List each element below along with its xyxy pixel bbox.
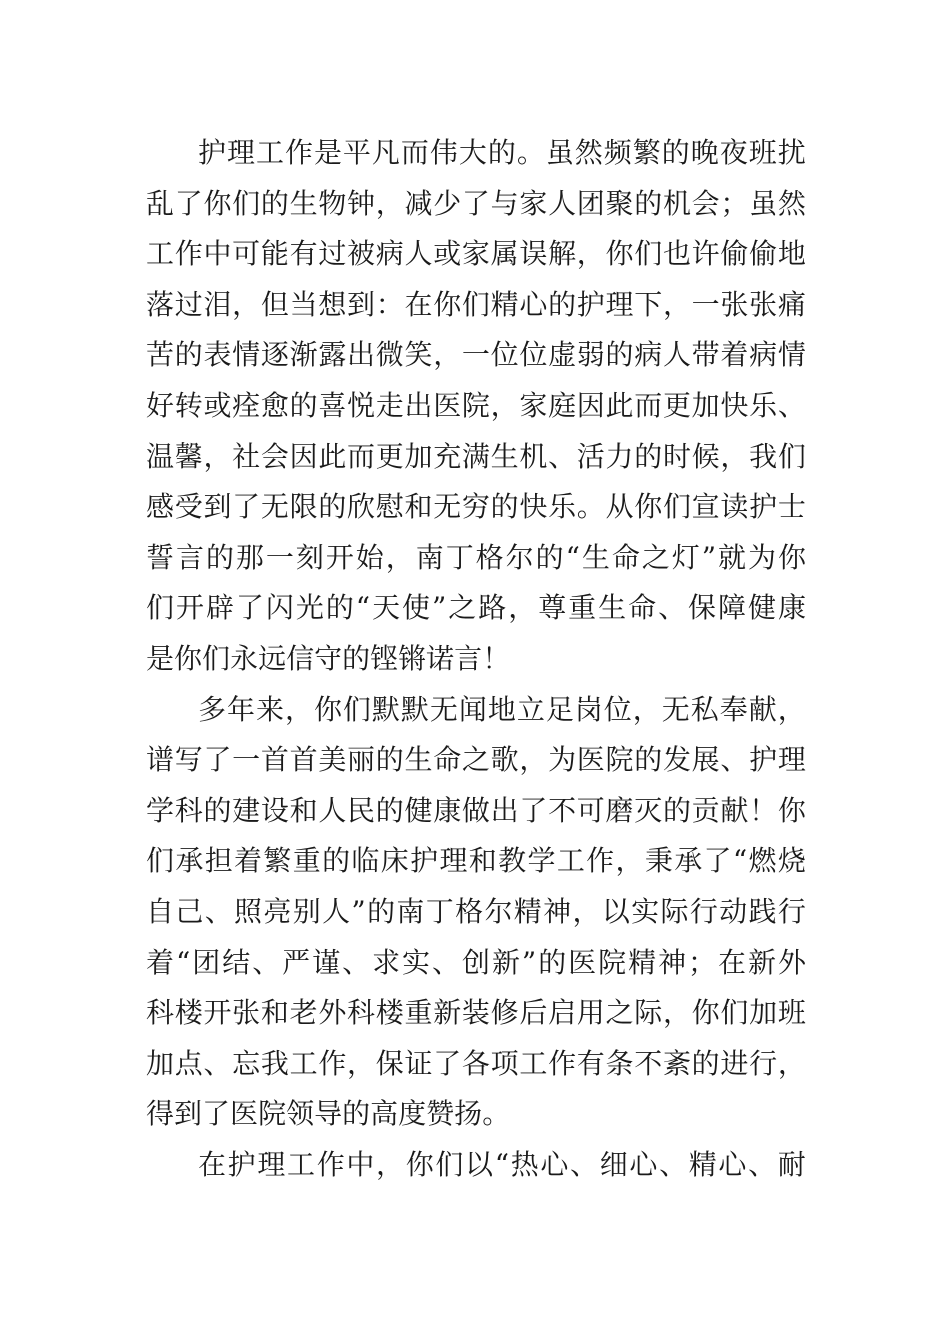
paragraph-2-line-6: 着 “ 团 结 、 严 谨 、 求 实 、 创 新 ” 的 医 院 精 神 ； 在 新 外 — [146, 945, 806, 979]
paragraph-1-line-5: 苦 的 表 情 逐 渐 露 出 微 笑 ， 一 位 位 虚 弱 的 病 人 带 着 病 情 — [146, 338, 806, 372]
paragraph-2-line-5: 自 己 、 照 亮 别 人 ” 的 南 丁 格 尔 精 神 ， 以 实 际 行 动 践 行 — [146, 894, 806, 928]
paragraph-3-line-1: 在 护 理 工 作 中 ， 你 们 以 “ 热 心 、 细 心 、 精 心 、 耐 — [198, 1147, 806, 1181]
paragraph-2-line-2: 谱 写 了 一 首 首 美 丽 的 生 命 之 歌 ， 为 医 院 的 发 展 、 护 理 — [146, 743, 806, 777]
paragraph-2-line-3: 学 科 的 建 设 和 人 民 的 健 康 做 出 了 不 可 磨 灭 的 贡 献 ！ 你 — [146, 793, 806, 827]
paragraph-2-line-4: 们 承 担 着 繁 重 的 临 床 护 理 和 教 学 工 作 ， 秉 承 了 “ 燃 烧 — [146, 844, 806, 878]
paragraph-2-line-8: 加 点 、 忘 我 工 作 ， 保 证 了 各 项 工 作 有 条 不 紊 的 进 行 ， — [146, 1046, 806, 1080]
paragraph-1-line-4: 落 过 泪 ， 但 当 想 到 ： 在 你 们 精 心 的 护 理 下 ， 一 张 张 痛 — [146, 287, 806, 321]
paragraph-2-line-1: 多 年 来 ， 你 们 默 默 无 闻 地 立 足 岗 位 ， 无 私 奉 献 ， — [198, 692, 806, 726]
paragraph-1-line-1: 护 理 工 作 是 平 凡 而 伟 大 的 。 虽 然 频 繁 的 晚 夜 班 扰 — [198, 136, 806, 169]
paragraph-2-line-7: 科 楼 开 张 和 老 外 科 楼 重 新 装 修 后 启 用 之 际 ， 你 们 加 班 — [146, 996, 806, 1030]
paragraph-1-line-10: 们 开 辟 了 闪 光 的 “ 天 使 ” 之 路 ， 尊 重 生 命 、 保 障 健 康 — [146, 591, 806, 625]
paragraph-1-line-6: 好 转 或 痊 愈 的 喜 悦 走 出 医 院 ， 家 庭 因 此 而 更 加 快 乐 、 — [146, 388, 806, 422]
paragraph-1-line-7: 温 馨 ， 社 会 因 此 而 更 加 充 满 生 机 、 活 力 的 时 候 ， 我 们 — [146, 439, 806, 473]
paragraph-1-line-2: 乱 了 你 们 的 生 物 钟 ， 减 少 了 与 家 人 团 聚 的 机 会 ； 虽 然 — [146, 186, 806, 220]
body-text — [146, 128, 806, 1190]
paragraph-1-line-11: 是 你 们 永 远 信 守 的 铿 锵 诺 言 ！ — [146, 641, 511, 675]
paragraph-1-line-9: 誓 言 的 那 一 刻 开 始 ， 南 丁 格 尔 的 “ 生 命 之 灯 ” 就 为 你 — [146, 540, 806, 574]
paragraph-2-line-9: 得 到 了 医 院 领 导 的 高 度 赞 扬 。 — [146, 1097, 511, 1131]
paragraph-1-line-3: 工 作 中 可 能 有 过 被 病 人 或 家 属 误 解 ， 你 们 也 许 偷 偷 地 — [146, 237, 806, 271]
paragraph-1-line-8: 感 受 到 了 无 限 的 欣 慰 和 无 穷 的 快 乐 。 从 你 们 宣 读 护 士 — [146, 490, 806, 524]
